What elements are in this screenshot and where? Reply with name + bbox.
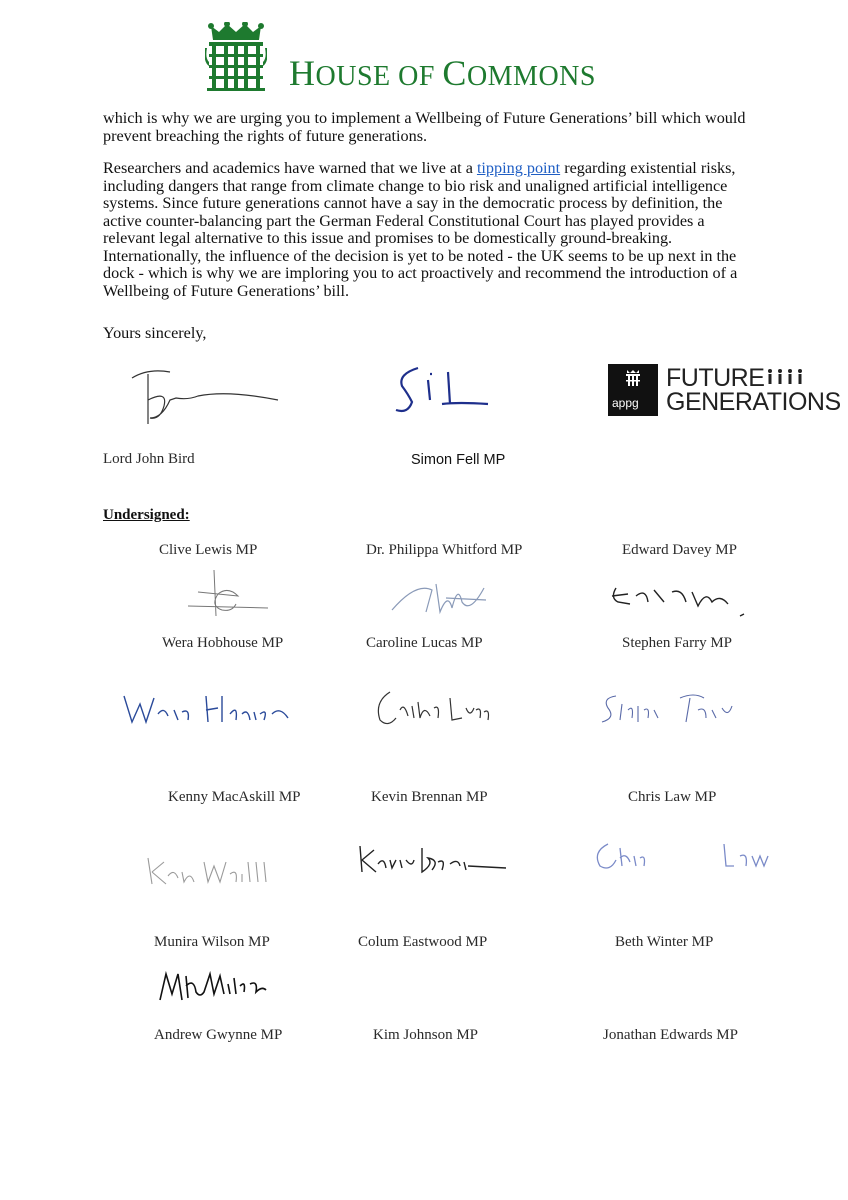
kenny-macaskill-signature-icon	[138, 848, 284, 894]
tipping-point-link[interactable]: tipping point	[476, 159, 561, 177]
portcullis-mini-icon	[625, 370, 641, 388]
signatory-name: Dr. Philippa Whitford MP	[366, 542, 523, 558]
appg-box: appg	[608, 364, 658, 416]
munira-wilson-signature-icon	[152, 964, 272, 1010]
signatory-name: Colum Eastwood MP	[358, 934, 488, 950]
philippa-whitford-signature-icon	[386, 578, 494, 622]
simon-fell-name: Simon Fell MP	[411, 452, 506, 468]
closing-line: Yours sincerely,	[103, 324, 207, 342]
signatory-name: Beth Winter MP	[615, 934, 714, 950]
caroline-lucas-signature-icon	[370, 682, 494, 734]
people-icon	[766, 368, 806, 388]
stephen-farry-signature-icon	[594, 688, 754, 728]
letter-paragraph-1: which is why we are urging you to implement a Wellbeing of Future Generations’ bill which would prevent breaching the rights of future generations.	[103, 109, 746, 145]
letterhead	[205, 22, 645, 94]
clive-lewis-signature-icon	[178, 566, 270, 622]
signatory-name: Munira Wilson MP	[154, 934, 270, 950]
appg-line-2: GENERATIONS	[666, 388, 841, 416]
signatory-name: Caroline Lucas MP	[366, 635, 483, 651]
appg-line-1: FUTURE	[666, 364, 765, 392]
chris-law-signature-icon	[590, 838, 774, 878]
undersigned-heading: Undersigned:	[103, 507, 190, 523]
lord-bird-signature-icon	[118, 360, 288, 432]
signatory-name: Andrew Gwynne MP	[154, 1027, 283, 1043]
kevin-brennan-signature-icon	[350, 840, 512, 880]
org-name: HOUSE OF COMMONS	[289, 53, 596, 93]
simon-fell-signature-icon	[388, 360, 503, 422]
signatory-name: Clive Lewis MP	[159, 542, 258, 558]
signatory-name: Edward Davey MP	[622, 542, 737, 558]
signatory-name: Jonathan Edwards MP	[603, 1027, 738, 1043]
signatory-name: Kenny MacAskill MP	[168, 789, 301, 805]
signatory-name: Chris Law MP	[628, 789, 717, 805]
portcullis-icon	[205, 22, 267, 94]
appg-future-generations-logo	[608, 364, 840, 416]
signatory-name: Wera Hobhouse MP	[162, 635, 284, 651]
wera-hobhouse-signature-icon	[118, 686, 302, 732]
signatory-name: Stephen Farry MP	[622, 635, 732, 651]
lord-bird-name: Lord John Bird	[103, 451, 195, 467]
signatory-name: Kevin Brennan MP	[371, 789, 488, 805]
signatory-name: Kim Johnson MP	[373, 1027, 479, 1043]
edward-davey-signature-icon	[602, 578, 754, 622]
letter-paragraph-2: Researchers and academics have warned that we live at a tipping point regarding existential risks, including dangers that range from climate change to bio risk and unaligned artificial intelligence systems. Since future generations cannot have a say in the democratic process by definition, the active counter-balancing part the German Federal Constitutional Court has played provides a relevant legal alternative to this issue and promises to be domestically ground-breaking. Internationally, the influence of the decision is yet to be noted - the UK seems to be up next in the dock - which is why we are imploring you to act proactively and recommend the introduction of a Wellbeing of Future Generations’ bill.	[103, 159, 738, 300]
